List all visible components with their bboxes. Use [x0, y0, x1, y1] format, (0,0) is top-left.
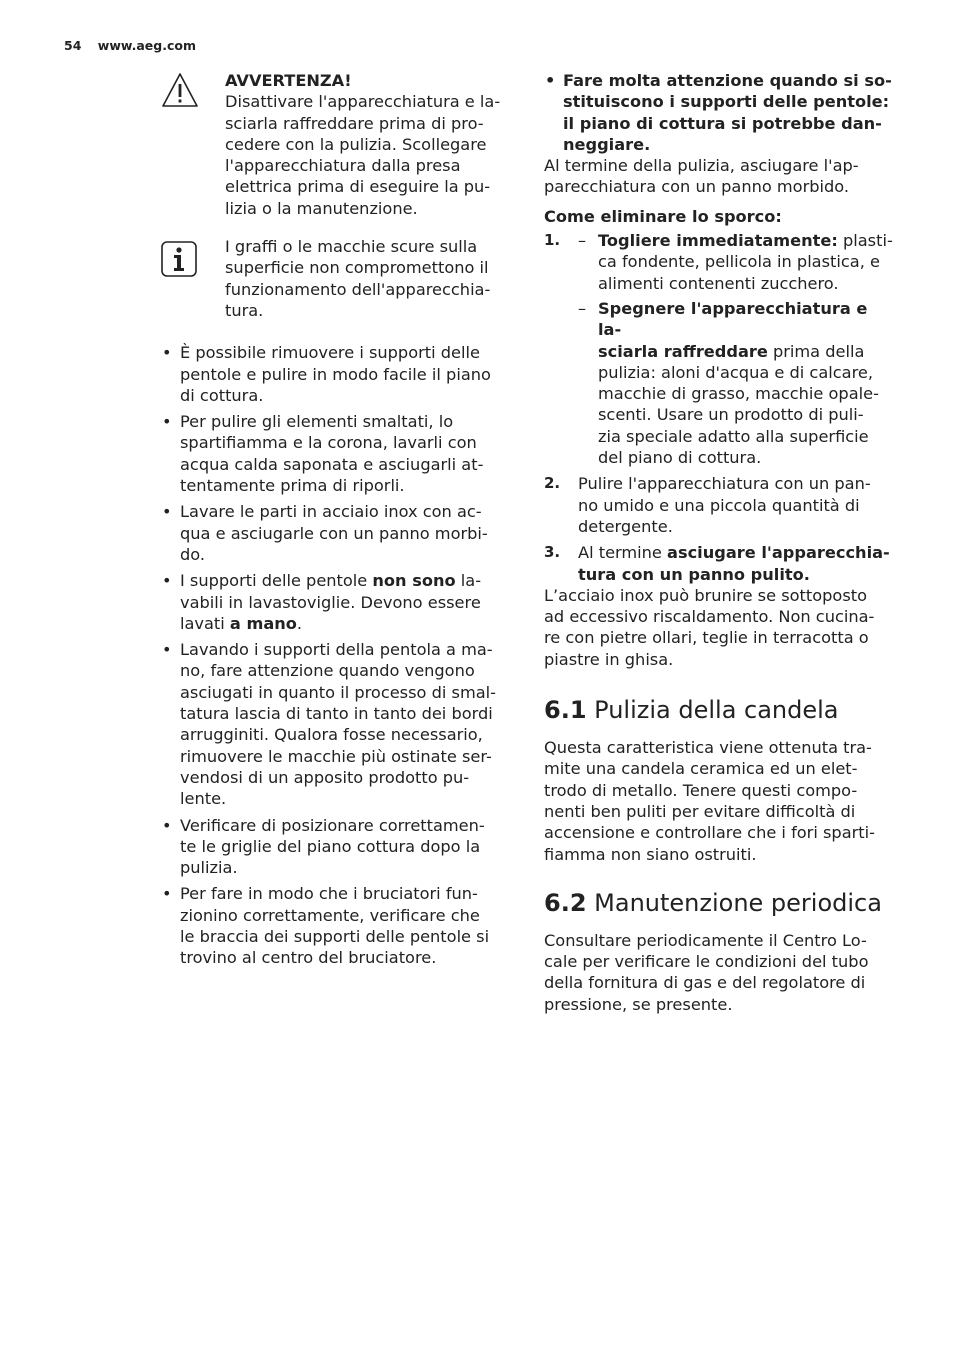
- text-span: Al termine: [578, 543, 668, 563]
- list-item: [161, 815, 516, 879]
- text-bold: sciarla raffreddare: [598, 341, 768, 361]
- text-bold: non sono: [372, 571, 456, 591]
- text-line: cedere con la pulizia. Scollegare: [225, 134, 487, 154]
- text-line: I graffi o le macchie scure sulla: [225, 237, 478, 257]
- section-title: Pulizia della candela: [594, 696, 839, 725]
- text-bold: Togliere immediatamente:: [598, 231, 838, 251]
- text-line: spartifiamma e la corona, lavarli con: [180, 433, 477, 453]
- dirt-heading: Come eliminare lo sporco:: [544, 206, 782, 226]
- text-line: trovino al centro del bruciatore.: [180, 948, 437, 968]
- text-line: vabili in lavastoviglie. Devono essere: [180, 592, 481, 612]
- site-url[interactable]: www.aeg.com: [97, 38, 196, 53]
- text-line: Disattivare l'apparecchiatura e la-: [225, 92, 501, 112]
- text-line: mite una candela ceramica ed un elet-: [544, 759, 858, 779]
- text-line: [598, 298, 896, 341]
- text-line: • Per pulire gli elementi smaltati, lo: [180, 412, 454, 432]
- list-item: [161, 501, 516, 565]
- text-line: • Fare molta attenzione quando si so-: [563, 71, 892, 90]
- text-line: ad eccessivo riscaldamento. Non cucina-: [544, 607, 875, 627]
- section-heading-6-1: [544, 695, 896, 725]
- list-item-warning: [544, 70, 896, 155]
- warning-note: [161, 70, 516, 219]
- text-span: lavati: [180, 613, 230, 633]
- text-bold: a mano: [229, 613, 297, 633]
- text-line: do.: [180, 544, 206, 564]
- text-line: superficie non compromettono il: [225, 258, 489, 278]
- text-line: arrugginiti. Qualora fosse necessario,: [180, 725, 483, 745]
- left-column: [161, 70, 516, 974]
- text-line: funzionamento dell'apparecchia-: [225, 279, 491, 299]
- text-line: vendosi di un apposito prodotto pu-: [180, 767, 470, 787]
- text-line: lente.: [180, 789, 227, 809]
- text-line: Pulire l'apparecchiatura con un pan-: [578, 474, 871, 494]
- text-line: cale per verificare le condizioni del tubo: [544, 952, 869, 972]
- section-title: Manutenzione periodica: [594, 888, 882, 917]
- text-line: neggiare.: [563, 134, 651, 154]
- page-header: [64, 38, 196, 53]
- list-item: [161, 883, 516, 968]
- text-bold: asciugare l'apparecchia-: [667, 543, 890, 563]
- text-line: il piano di cottura si potrebbe dan-: [563, 113, 882, 133]
- step-1: [544, 230, 896, 468]
- inox-text: [544, 585, 896, 670]
- text-line: ca fondente, pellicola in plastica, e: [598, 252, 880, 272]
- text-line: [180, 613, 516, 634]
- list-item: [161, 639, 516, 809]
- text-line: detergente.: [578, 516, 673, 536]
- text-line: te le griglie del piano cottura dopo la: [180, 836, 481, 856]
- text-line: zionino correttamente, verificare che: [180, 905, 480, 925]
- text-line: scenti. Usare un prodotto di puli-: [598, 405, 864, 425]
- text-line: pressione, se presente.: [544, 994, 733, 1014]
- text-bold: tura con un panno pulito.: [578, 564, 810, 584]
- text-line: pulizia: aloni d'acqua e di calcare,: [598, 362, 873, 382]
- step-1-sub-a: [578, 230, 896, 294]
- text-bold: Spegnere l'apparecchiatura e la-: [598, 298, 868, 340]
- right-column: [544, 70, 896, 1015]
- text-span: prima della: [767, 341, 865, 361]
- text-line: no, fare attenzione quando vengono: [180, 661, 475, 681]
- text-line: le braccia dei supporti delle pentole si: [180, 926, 490, 946]
- text-line: stituiscono i supporti delle pentole:: [563, 92, 890, 112]
- section-number: 6.2: [544, 888, 587, 917]
- text-line: macchie di grasso, macchie opale-: [598, 384, 879, 404]
- step-3: [544, 542, 896, 585]
- text-line: piastre in ghisa.: [544, 649, 674, 669]
- text-line: tentamente prima di riporli.: [180, 476, 405, 496]
- warning-text: [225, 91, 516, 219]
- text-line: • Verificare di posizionare correttamen-: [180, 815, 485, 835]
- list-item: [161, 342, 516, 406]
- text-span: .: [296, 613, 303, 633]
- text-line: parecchiatura con un panno morbido.: [544, 177, 850, 197]
- section-heading-6-2: [544, 888, 896, 918]
- text-line: qua e asciugarle con un panno morbi-: [180, 523, 488, 543]
- list-item: [161, 570, 516, 634]
- text-line: no umido e una piccola quantità di: [578, 495, 860, 515]
- text-span: la-: [455, 571, 482, 591]
- step-number: 3.: [544, 543, 561, 562]
- text-line: [180, 570, 516, 591]
- text-line: pulizia.: [180, 858, 238, 878]
- after-clean-text: [544, 155, 896, 198]
- text-line: [578, 564, 896, 585]
- text-line: del piano di cottura.: [598, 448, 762, 468]
- text-line: lizia o la manutenzione.: [225, 198, 418, 218]
- text-line: tatura lascia di tanto in tanto dei bordi: [180, 704, 493, 724]
- text-line: re con pietre ollari, teglie in terracotta o: [544, 628, 869, 648]
- bullet-list: [161, 342, 516, 968]
- step-number: 1.: [544, 231, 561, 250]
- text-line: trodo di metallo. Tenere questi compo-: [544, 780, 858, 800]
- section-6-2-text: [544, 930, 896, 1015]
- text-line: [578, 542, 896, 563]
- text-line: alimenti contenenti zucchero.: [598, 273, 839, 293]
- text-line: [598, 230, 896, 251]
- text-line: pentole e pulire in modo facile il piano: [180, 364, 491, 384]
- text-line: acqua calda saponata e asciugarli at-: [180, 454, 484, 474]
- text-span: plasti-: [837, 231, 893, 251]
- text-line: della fornitura di gas e del regolatore di: [544, 973, 866, 993]
- warning-title: AVVERTENZA!: [225, 71, 352, 90]
- text-line: sciarla raffreddare prima di pro-: [225, 113, 484, 133]
- text-line: nenti ben puliti per evitare difficoltà di: [544, 801, 856, 821]
- text-line: [598, 341, 896, 362]
- warning-triangle-icon: [161, 72, 199, 108]
- section-number: 6.1: [544, 696, 587, 725]
- text-line: • È possibile rimuovere i supporti delle: [180, 343, 480, 363]
- text-line: accensione e controllare che i fori sparti-: [544, 823, 875, 843]
- text-line: fiamma non siano ostruiti.: [544, 844, 757, 864]
- text-line: Questa caratteristica viene ottenuta tra-: [544, 738, 872, 758]
- step-2: [544, 473, 896, 537]
- page-number: 54: [64, 38, 82, 53]
- text-span: I supporti delle pentole: [180, 571, 373, 591]
- text-line: Consultare periodicamente il Centro Lo-: [544, 930, 867, 950]
- text-line: tura.: [225, 300, 264, 320]
- text-line: di cottura.: [180, 385, 264, 405]
- text-line: zia speciale adatto alla superficie: [598, 426, 869, 446]
- section-6-1-text: [544, 737, 896, 865]
- text-line: Al termine della pulizia, asciugare l'ap-: [544, 156, 859, 176]
- text-line: asciugati in quanto il processo di smal-: [180, 682, 496, 702]
- text-line: • Lavando i supporti della pentola a ma-: [180, 640, 493, 660]
- text-line: L’acciaio inox può brunire se sottoposto: [544, 585, 868, 605]
- text-line: rimuovere le macchie più ostinate ser-: [180, 746, 492, 766]
- text-line: • Per fare in modo che i bruciatori fun-: [180, 884, 478, 904]
- step-number: 2.: [544, 474, 561, 493]
- text-line: • Lavare le parti in acciaio inox con ac-: [180, 502, 482, 522]
- text-line: elettrica prima di eseguire la pu-: [225, 177, 491, 197]
- info-icon: [161, 241, 197, 277]
- dash-marker: –: [578, 231, 587, 251]
- step-1-sub-b: [578, 298, 896, 468]
- text-line: l'apparecchiatura dalla presa: [225, 156, 461, 176]
- dash-marker: –: [578, 298, 587, 318]
- list-item: [161, 411, 516, 496]
- info-note: [161, 236, 516, 321]
